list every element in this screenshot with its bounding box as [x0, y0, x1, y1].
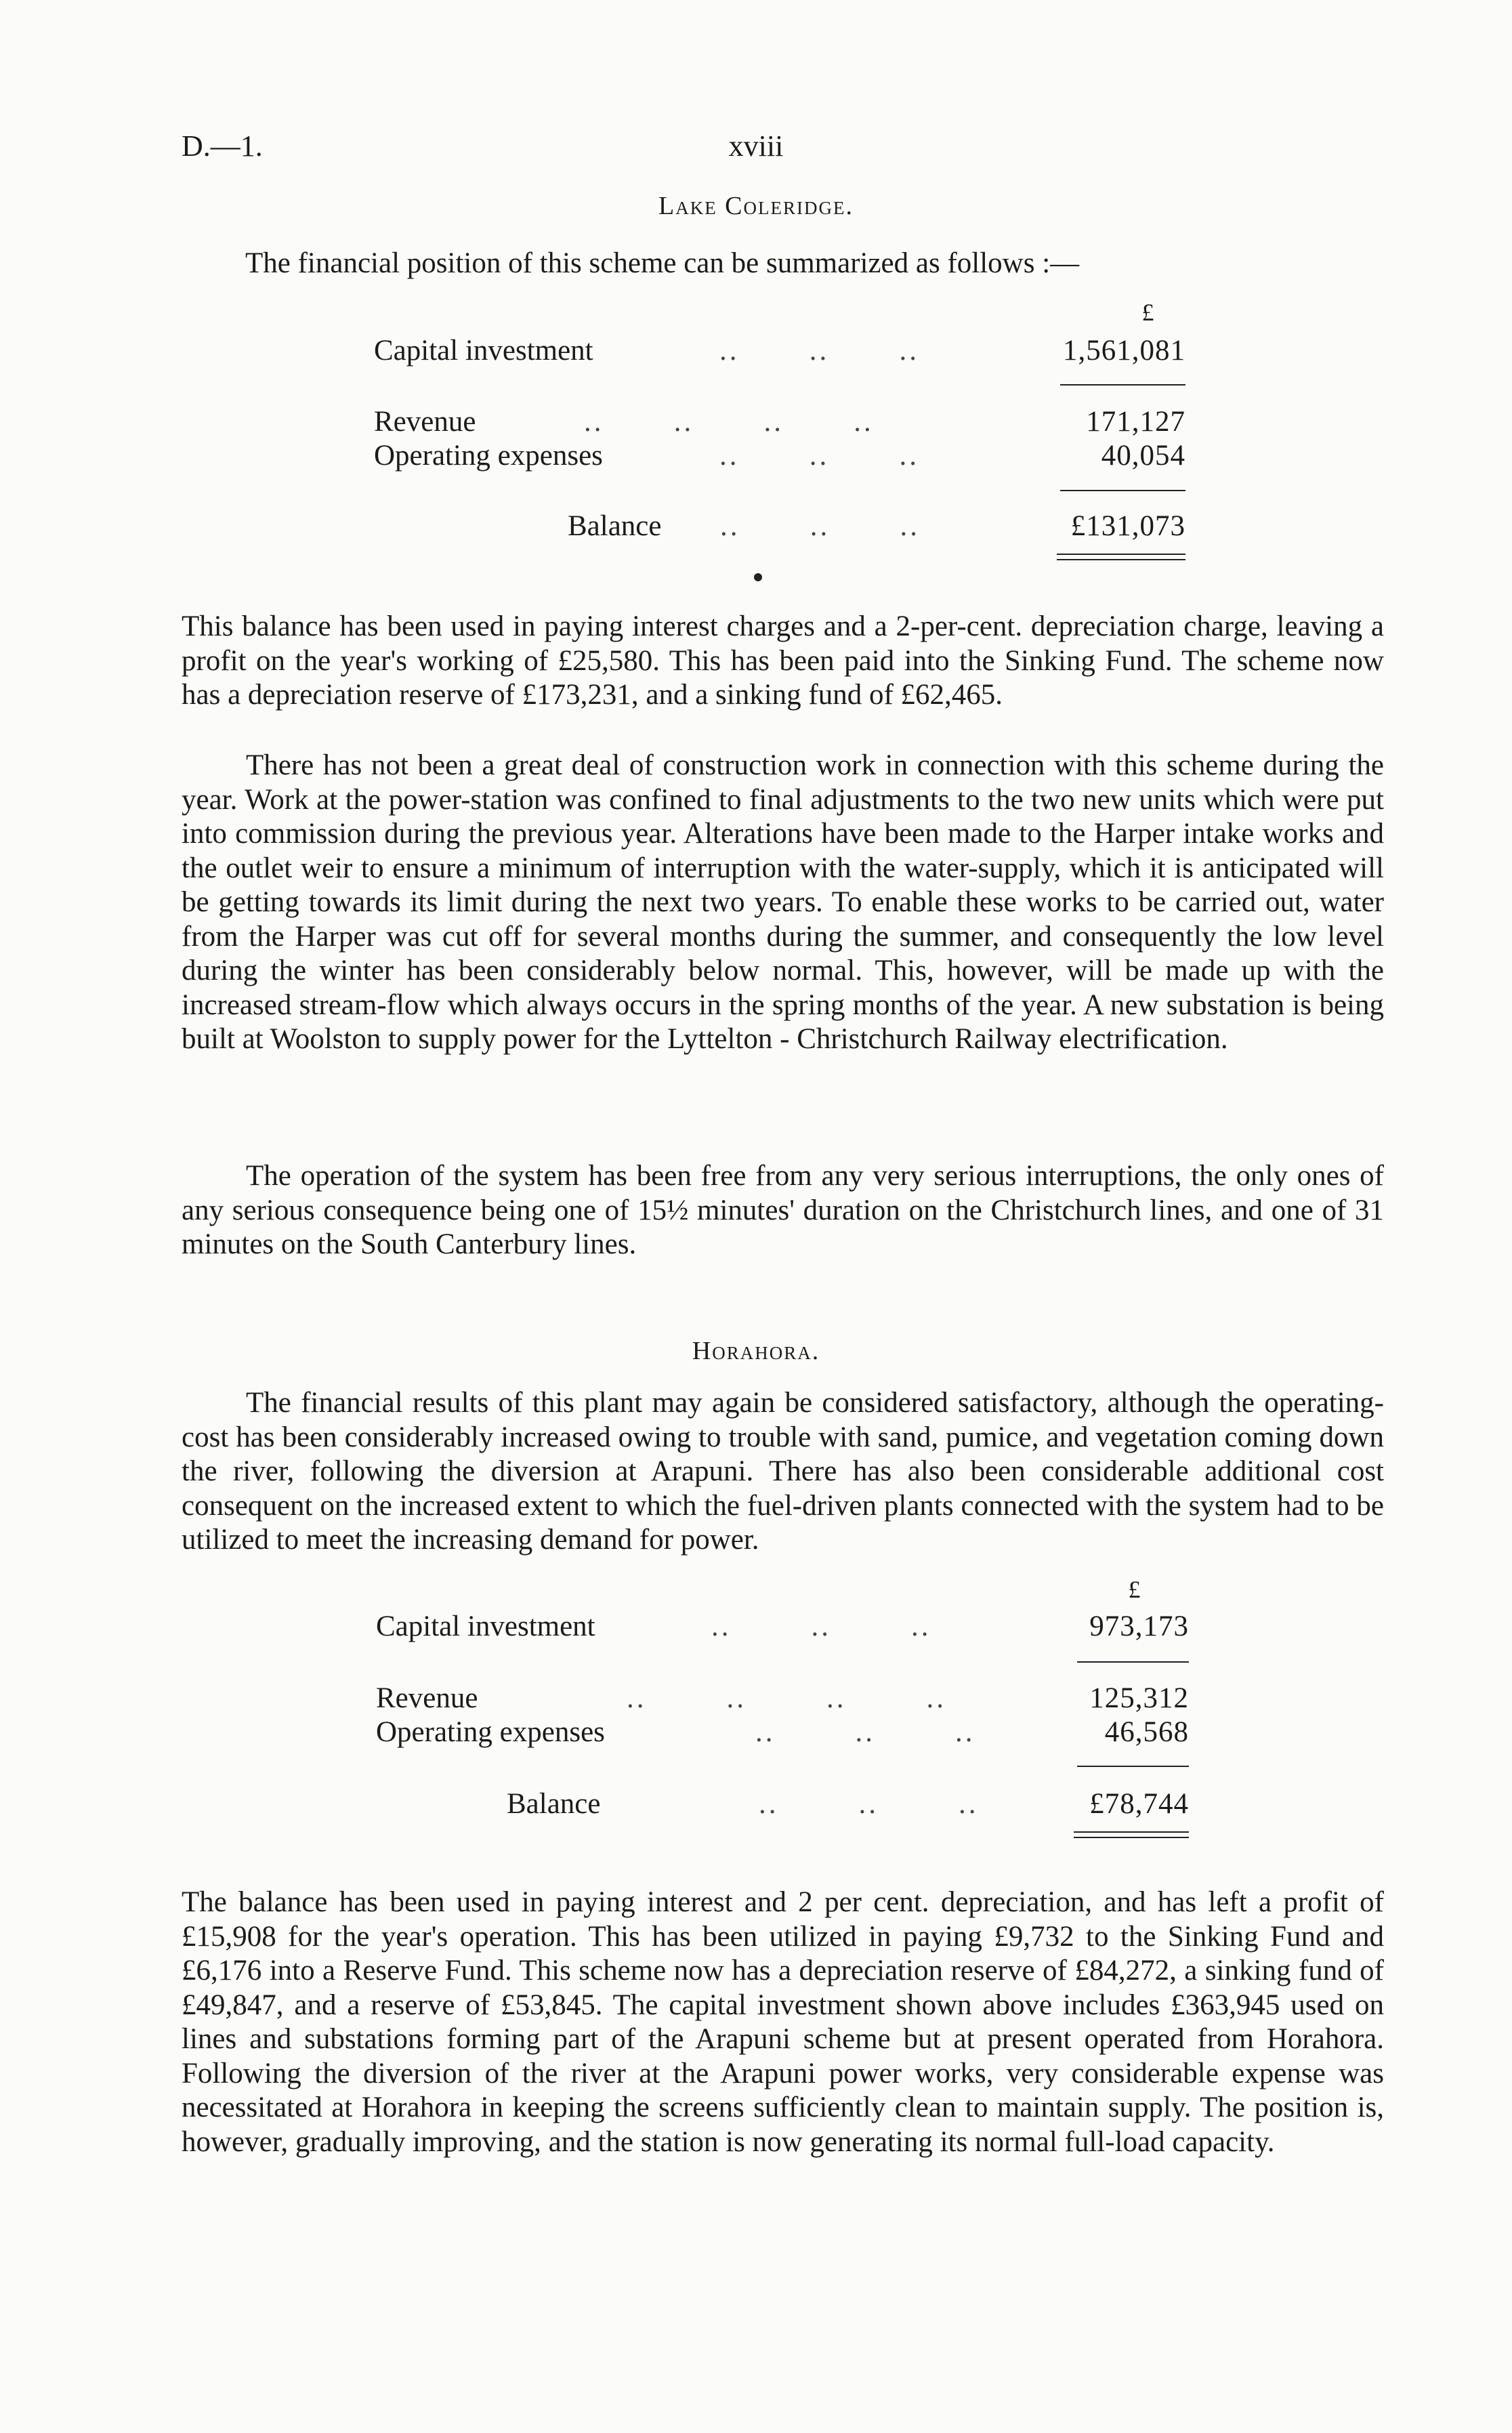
ink-mark: [754, 573, 762, 581]
currency-symbol: £: [1128, 1576, 1141, 1603]
capital-label: Capital investment: [376, 1610, 595, 1642]
lake-coleridge-paragraph-1: This balance has been used in paying interest charges and a 2-per-cent. depreciation charge, leaving a profit on the year's working of £25,580. This has been paid into the Sinking Fund. The scheme now has a depreciation reserve of £173,231, and a sinking fund of £62,465.: [182, 610, 1384, 711]
horahora-paragraph-2: The balance has been used in paying interest and 2 per cent. depreciation, and has left a profit of £15,908 for the year's operation. This has been utilized in paying £9,732 to the Sinking Fund and £6,176 into a Reserve Fund. This scheme now has a depreciation reserve of £84,272, a sinking fund of £49,847, and a reserve of £53,845. The capital investment shown above includes £363,945 used on lines and substations forming part of the Arapuni scheme but at present operated from Horahora. Following the diversion of the river at the Arapuni power works, very considerable expense was necessitated at Horahora in keeping the screens sufficiently clean to maintain supply. The position is, however, gradually improving, and the station is now generating its normal full-load capacity.: [182, 1886, 1384, 2158]
document-reference: D.—1.: [182, 129, 263, 163]
sum-rule: [1060, 384, 1185, 386]
expenses-value: 46,568: [1104, 1716, 1189, 1748]
double-rule-top: [1057, 554, 1185, 555]
revenue-value: 171,127: [1086, 406, 1185, 438]
page-number: xviii: [728, 129, 784, 163]
currency-symbol: £: [1141, 299, 1155, 326]
dot-leader: .. .. ..: [719, 335, 919, 367]
capital-value: 1,561,081: [1063, 335, 1185, 367]
lake-coleridge-paragraph-2: There has not been a great deal of construction work in connection with this scheme during the year. Work at the power-station was confined to final adjustments to the two new units which were put into commission during the previous year. Alterations have been made to the Harper intake works and the outlet weir to ensure a minimum of interruption with the water-supply, which it is anticipated will be getting towards its limit during the next two years. To enable these works to be carried out, water from the Harper was cut off for several months during the summer, and consequently the low level during the winter has been considerably below normal. This, however, will be made up with the increased stream-flow which always occurs in the spring months of the year. A new substation is being built at Woolston to supply power for the Lyttelton - Christchurch Railway electrification.: [182, 749, 1384, 1055]
dot-leader: .. .. .. ..: [584, 406, 874, 438]
dot-leader: .. .. ..: [719, 440, 919, 472]
double-rule-bottom: [1074, 1837, 1189, 1838]
balance-label: Balance: [568, 510, 662, 542]
horahora-paragraph-1: The financial results of this plant may again be considered satisfactory, although the operating-cost has been considerably increased owing to trouble with sand, pumice, and vegetation coming down the river, following the diversion at Arapuni. There has also been considerable additional cost consequent on the increased extent to which the fuel-driven plants connected with the system had to be utilized to meet the increasing demand for power.: [182, 1387, 1384, 1556]
balance-value: £131,073: [1070, 510, 1185, 542]
balance-value: £78,744: [1089, 1788, 1189, 1820]
dot-leader: .. .. ..: [720, 510, 920, 542]
capital-label: Capital investment: [374, 335, 593, 367]
revenue-label: Revenue: [376, 1682, 478, 1714]
lake-coleridge-paragraph-3: The operation of the system has been free from any very serious interruptions, the only ones of any serious consequence being one of 15½ minutes' duration on the Christchurch lines, and one of 31 minutes on the South Canterbury lines.: [182, 1160, 1384, 1260]
double-rule-bottom: [1057, 559, 1185, 560]
revenue-value: 125,312: [1089, 1682, 1189, 1714]
sum-rule: [1060, 490, 1185, 491]
dot-leader: .. .. ..: [711, 1610, 931, 1642]
balance-label: Balance: [507, 1788, 601, 1820]
capital-value: 973,173: [1089, 1610, 1189, 1642]
dot-leader: .. .. .. ..: [627, 1682, 946, 1714]
section-title-lake-coleridge: Lake Coleridge.: [658, 192, 854, 220]
dot-leader: .. .. ..: [759, 1788, 979, 1820]
expenses-label: Operating expenses: [374, 440, 603, 472]
sum-rule: [1077, 1766, 1189, 1767]
sum-rule: [1077, 1661, 1189, 1663]
revenue-label: Revenue: [374, 406, 476, 438]
dot-leader: .. .. ..: [755, 1716, 975, 1748]
lake-coleridge-intro: The financial position of this scheme can be summarized as follows :—: [245, 247, 1080, 279]
expenses-value: 40,054: [1101, 440, 1185, 472]
section-title-horahora: Horahora.: [692, 1337, 820, 1365]
expenses-label: Operating expenses: [376, 1716, 605, 1748]
double-rule-top: [1074, 1831, 1189, 1833]
